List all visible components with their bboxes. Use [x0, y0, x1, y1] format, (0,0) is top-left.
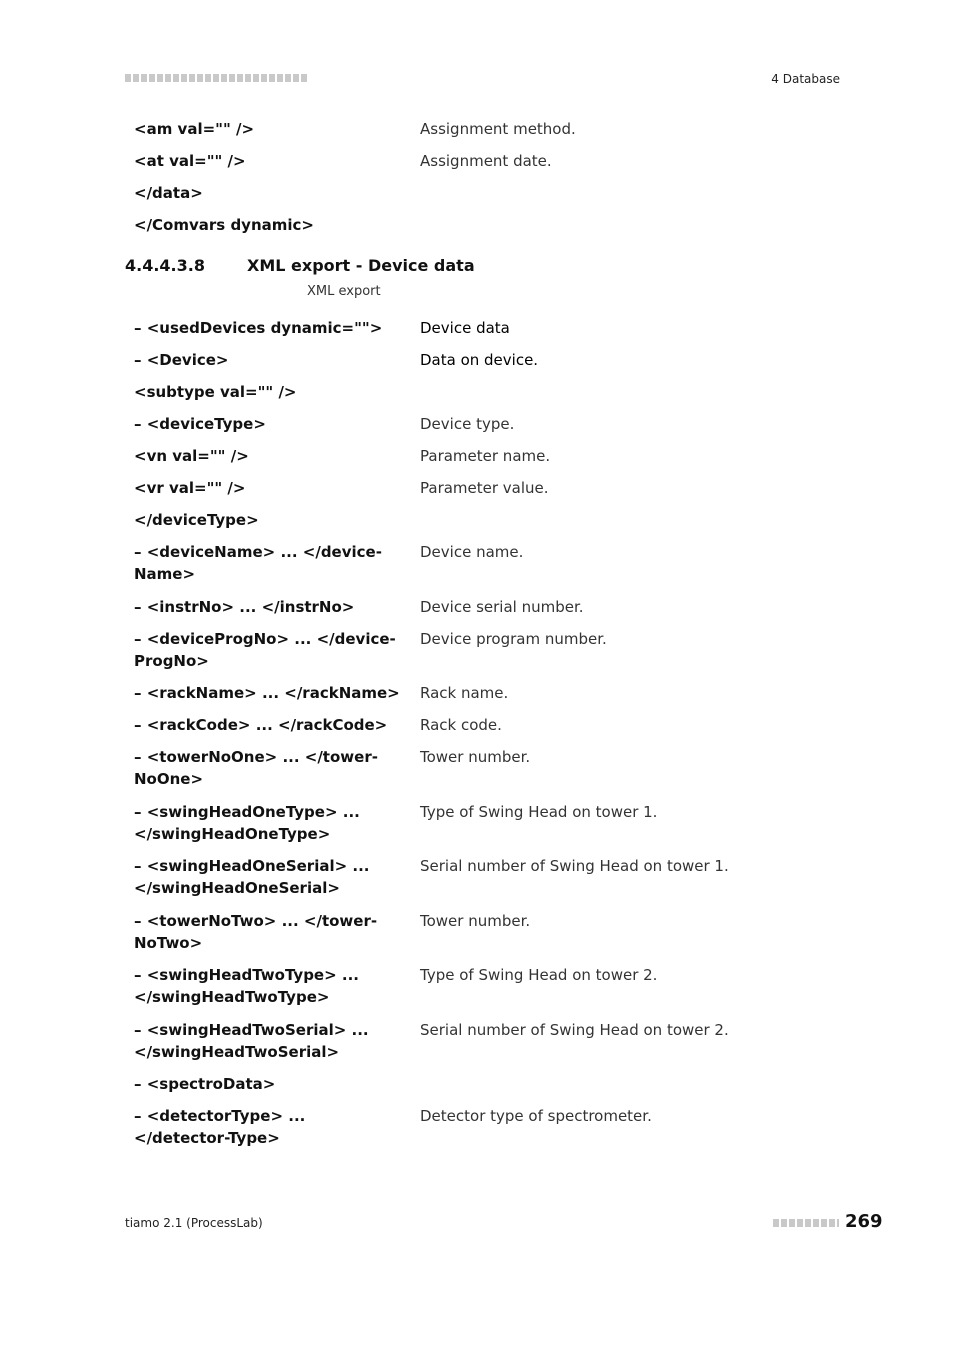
xml-element: <vr val="" />: [134, 479, 246, 497]
section-title: XML export - Device data: [247, 256, 475, 275]
header-decoration: [125, 74, 307, 82]
xml-element: – <swingHeadOneType> ... </swingHeadOneType>: [134, 803, 360, 843]
element-description: Tower number.: [420, 912, 531, 930]
element-description: Data on device.: [420, 351, 539, 369]
xml-element: – <swingHeadTwoType> ... </swingHeadTwoType>: [134, 966, 359, 1006]
element-description: Parameter value.: [420, 479, 549, 497]
section-number: 4.4.4.3.8: [125, 256, 205, 275]
element-description: Device data: [420, 319, 510, 337]
chapter-title: 4 Database: [771, 72, 840, 86]
xml-element: <at val="" />: [134, 152, 246, 170]
xml-element: – <deviceType>: [134, 415, 266, 433]
xml-element: – <towerNoOne> ... </tower-NoOne>: [134, 748, 378, 788]
element-description: Device name.: [420, 543, 524, 561]
xml-element: – <Device>: [134, 351, 229, 369]
element-description: Detector type of spectrometer.: [420, 1107, 652, 1125]
xml-element: </Comvars dynamic>: [134, 216, 314, 234]
xml-element: – <deviceName> ... </device-Name>: [134, 543, 382, 583]
element-description: Assignment method.: [420, 120, 576, 138]
xml-element: – <rackName> ... </rackName>: [134, 684, 400, 702]
xml-element: </deviceType>: [134, 511, 259, 529]
element-description: Tower number.: [420, 748, 531, 766]
xml-element: – <swingHeadOneSerial> ... </swingHeadOneSerial>: [134, 857, 370, 897]
element-description: Rack code.: [420, 716, 502, 734]
xml-element: </data>: [134, 184, 203, 202]
element-description: Serial number of Swing Head on tower 1.: [420, 857, 729, 875]
page-number: 269: [845, 1211, 883, 1232]
element-description: Device program number.: [420, 630, 607, 648]
xml-element: – <instrNo> ... </instrNo>: [134, 598, 355, 616]
element-description: Type of Swing Head on tower 1.: [420, 803, 658, 821]
footer-decoration: [773, 1219, 839, 1227]
element-description: Device type.: [420, 415, 515, 433]
product-name: tiamo 2.1 (ProcessLab): [125, 1216, 263, 1230]
element-description: Type of Swing Head on tower 2.: [420, 966, 658, 984]
xml-element: <am val="" />: [134, 120, 255, 138]
xml-element: – <spectroData>: [134, 1075, 276, 1093]
xml-element: <subtype val="" />: [134, 383, 297, 401]
xml-element: – <usedDevices dynamic="">: [134, 319, 383, 337]
element-description: Device serial number.: [420, 598, 584, 616]
element-description: Serial number of Swing Head on tower 2.: [420, 1021, 729, 1039]
element-description: Rack name.: [420, 684, 509, 702]
xml-element: – <deviceProgNo> ... </device-ProgNo>: [134, 630, 396, 670]
xml-element: – <rackCode> ... </rackCode>: [134, 716, 388, 734]
xml-element: – <towerNoTwo> ... </tower-NoTwo>: [134, 912, 378, 952]
xml-element: – <detectorType> ... </detector-Type>: [134, 1107, 306, 1147]
section-subtitle: XML export: [307, 284, 381, 299]
element-description: Parameter name.: [420, 447, 551, 465]
xml-element: <vn val="" />: [134, 447, 249, 465]
element-description: Assignment date.: [420, 152, 552, 170]
xml-element: – <swingHeadTwoSerial> ... </swingHeadTwoSerial>: [134, 1021, 369, 1061]
